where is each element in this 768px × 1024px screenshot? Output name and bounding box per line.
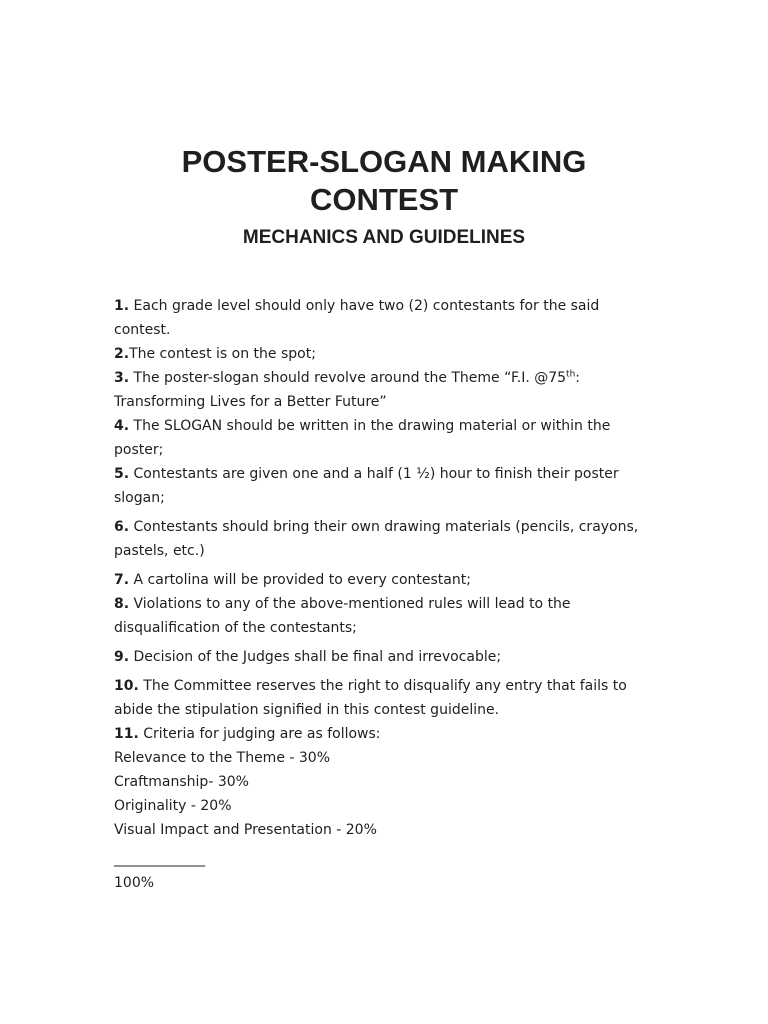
rule-5: 5. Contestants are given one and a half (1 ½) hour to finish their poster slogan; [114,466,619,506]
rule-6: 6. Contestants should bring their own drawing materials (pencils, crayons, pastels, etc.) [114,519,639,559]
criteria-item: Visual Impact and Presentation - 20% [114,822,377,838]
criteria-item: Relevance to the Theme - 30% [114,750,331,766]
rule-4: 4. The SLOGAN should be written in the drawing material or within the poster; [114,418,611,458]
title-line-2: CONTEST [309,182,459,217]
rule-10: 10. The Committee reserves the right to disqualify any entry that fails to abide the stipulation signified in this contest guideline. [114,678,627,718]
total-separator: _____________ [114,851,205,867]
rule-9: 9. Decision of the Judges shall be final and irrevocable; [114,649,502,665]
page-title [0,143,768,219]
rule-3: 3. The poster-slogan should revolve around the Theme “F.I. @75th: Transforming Lives for a Better Future” [114,369,580,410]
rule-1: 1. Each grade level should only have two (2) contestants for the said contest. [114,298,600,338]
rule-11: 11. Criteria for judging are as follows: [114,726,381,742]
rules-list [114,294,659,895]
rule-7: 7. A cartolina will be provided to every contestant; [114,572,471,588]
title-line-1: POSTER-SLOGAN MAKING [181,144,587,179]
criteria-item: Craftmanship- 30% [114,774,249,790]
rule-8: 8. Violations to any of the above-mentioned rules will lead to the disqualification of the contestants; [114,596,571,636]
criteria-item: Originality - 20% [114,798,232,814]
rule-2: 2.The contest is on the spot; [114,346,316,362]
page-subtitle: MECHANICS AND GUIDELINES [242,227,526,248]
criteria-total: 100% [114,875,155,891]
